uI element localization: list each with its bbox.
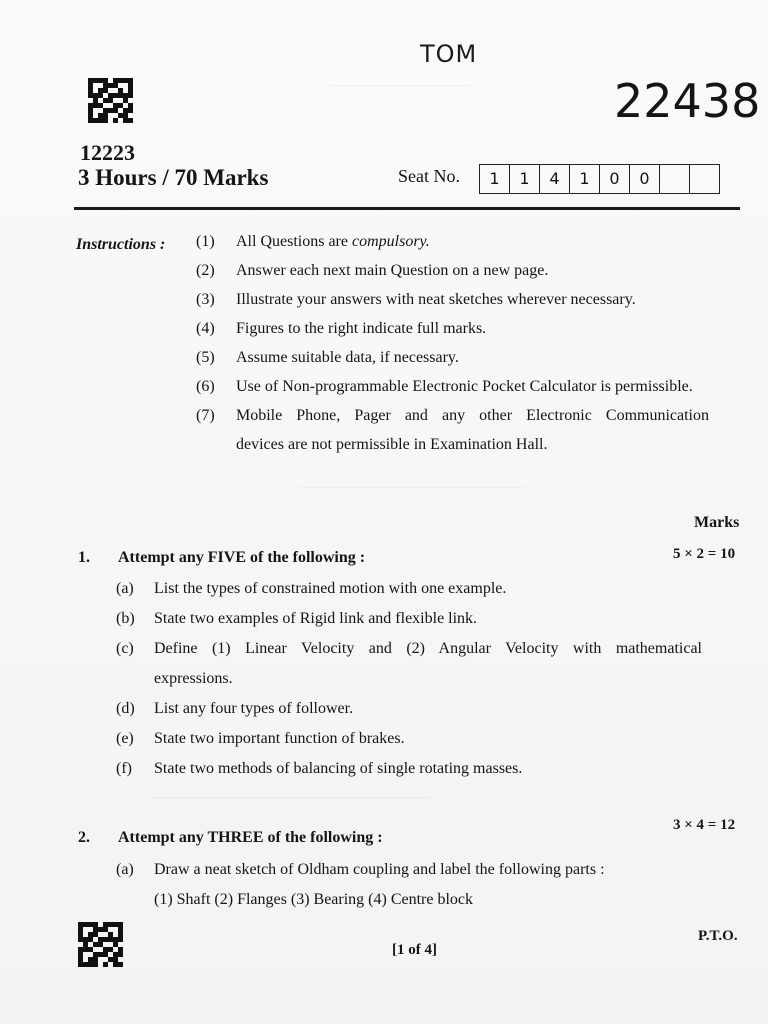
question-number: 1.: [78, 549, 90, 566]
qr-code-bottom: [78, 922, 123, 967]
sub-question: [116, 604, 709, 634]
instruction-item: [196, 227, 736, 256]
seat-digit: 0: [630, 165, 660, 193]
bleed-through-text: ————————————————: [300, 480, 524, 495]
pto-label: P.T.O.: [698, 928, 738, 944]
sub-question-text: Draw a neat sketch of Oldham coupling and label the following parts :: [154, 861, 605, 878]
seat-digit: 1: [570, 165, 600, 193]
sub-question-label: (f): [116, 760, 132, 777]
page-number: [1 of 4]: [392, 942, 437, 958]
seat-digit: 1: [510, 165, 540, 193]
instruction-emphasis: compulsory.: [351, 233, 430, 250]
subject-code: 12223: [80, 140, 135, 165]
instruction-item: [196, 372, 736, 401]
sub-question-continued: [116, 885, 709, 915]
instruction-text: All Questions are: [236, 233, 352, 250]
seat-digit: [660, 165, 690, 193]
seat-digit: 4: [540, 165, 570, 193]
instruction-number: (1): [196, 233, 215, 250]
instruction-item: [196, 256, 736, 285]
seat-digit: 0: [600, 165, 630, 193]
sub-question: [116, 855, 709, 885]
instruction-item: [196, 343, 736, 372]
duration-marks: 3 Hours / 70 Marks: [78, 165, 269, 190]
sub-question: [116, 724, 709, 754]
qr-code-top: [88, 78, 133, 123]
header-divider: [74, 207, 740, 210]
sub-question-text: List the types of constrained motion with one example.: [154, 580, 507, 597]
instruction-text: Assume suitable data, if necessary.: [236, 349, 459, 366]
instruction-item: [196, 401, 736, 430]
question-1-items: [116, 574, 709, 784]
instruction-text: Mobile Phone, Pager and any other Electronic Communication: [236, 407, 709, 424]
bleed-through-text: ————————————————————: [150, 790, 430, 805]
instruction-item: [196, 285, 736, 314]
seat-label: Seat No.: [398, 166, 460, 186]
sub-question-label: (e): [116, 730, 134, 747]
sub-question-label: (a): [116, 861, 134, 878]
instruction-text: Figures to the right indicate full marks.: [236, 320, 487, 337]
instructions-heading: Instructions :: [76, 236, 166, 253]
question-2-items: [116, 855, 709, 915]
seat-number-box[interactable]: [479, 164, 720, 194]
sub-question: [116, 754, 709, 784]
sub-question-text: State two examples of Rigid link and flexible link.: [154, 610, 478, 627]
instruction-text: Illustrate your answers with neat sketches wherever necessary.: [236, 291, 636, 308]
instruction-number: (6): [196, 378, 215, 395]
instruction-number: (5): [196, 349, 215, 366]
question-2-header: [78, 829, 383, 847]
instruction-text: devices are not permissible in Examination Hall.: [236, 436, 548, 453]
instructions-list: [196, 227, 736, 459]
sub-question-text: List any four types of follower.: [154, 700, 354, 717]
instruction-number: (2): [196, 262, 215, 279]
sub-question-label: (d): [116, 700, 135, 717]
handwritten-note: TOM: [420, 40, 478, 68]
sub-question-text: expressions.: [154, 670, 233, 687]
instruction-text: Use of Non-programmable Electronic Pocket Calculator is permissible.: [236, 378, 693, 395]
instruction-item: [196, 314, 736, 343]
instruction-number: (3): [196, 291, 215, 308]
question-title: Attempt any THREE of the following :: [118, 829, 383, 846]
sub-question-label: (a): [116, 580, 134, 597]
sub-question-continued: [116, 664, 709, 694]
instruction-number: (4): [196, 320, 215, 337]
instruction-text: Answer each next main Question on a new page.: [236, 262, 549, 279]
marks-heading: Marks: [694, 514, 740, 531]
question-1-marks: 5 × 2 = 10: [673, 546, 736, 562]
seat-digit: [690, 165, 719, 193]
sub-question: [116, 574, 709, 604]
instruction-item-continued: [196, 430, 736, 459]
question-2-marks: 3 × 4 = 12: [673, 817, 736, 833]
question-1-header: [78, 549, 365, 567]
sub-question-text: State two methods of balancing of single rotating masses.: [154, 760, 523, 777]
seat-digit: 1: [480, 165, 510, 193]
sub-question-parts: (1) Shaft (2) Flanges (3) Bearing (4) Centre block: [154, 891, 474, 908]
sub-question-text: State two important function of brakes.: [154, 730, 405, 747]
sub-question-label: (c): [116, 640, 134, 657]
sub-question: [116, 634, 709, 664]
question-title: Attempt any FIVE of the following :: [118, 549, 366, 566]
paper-code: 22438: [614, 74, 761, 128]
sub-question: [116, 694, 709, 724]
sub-question-text: Define (1) Linear Velocity and (2) Angular Velocity with mathematical: [154, 640, 702, 657]
bleed-through-text: ——————————: [330, 78, 470, 93]
instruction-number: (7): [196, 407, 215, 424]
sub-question-label: (b): [116, 610, 135, 627]
question-number: 2.: [78, 829, 90, 846]
